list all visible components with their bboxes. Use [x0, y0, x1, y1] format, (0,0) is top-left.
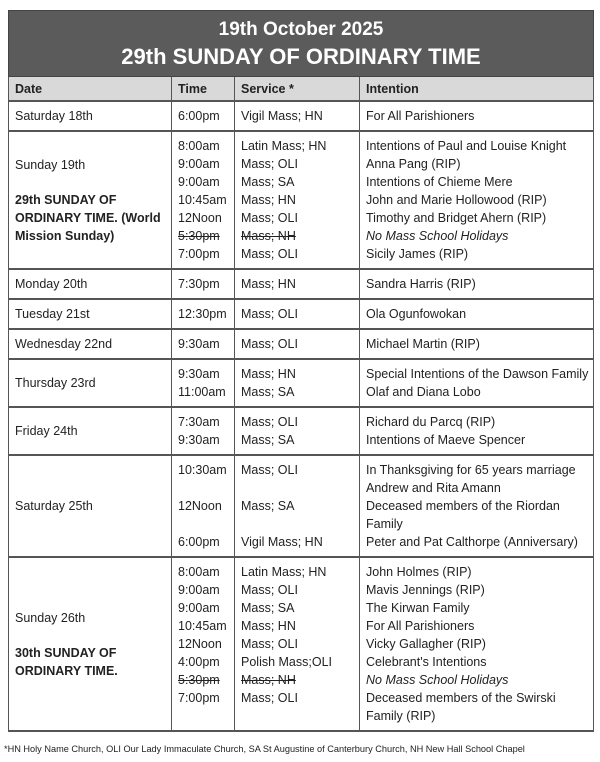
intention-cell: Intentions of Paul and Louise Knight [359, 132, 595, 155]
time-cell: 7:30am [171, 408, 234, 431]
intention-cell: Deceased members of the Riordan Family [359, 497, 595, 533]
service-cell: Mass; OLI [234, 155, 359, 173]
intention-cell: Celebrant's Intentions [359, 653, 595, 671]
intention-cell: No Mass School Holidays [359, 671, 595, 689]
table-row [8, 408, 594, 456]
service-cell: Mass; SA [234, 173, 359, 191]
intention-cell: For All Parishioners [359, 102, 595, 130]
time-cell: 9:30am [171, 330, 234, 358]
intention-cell: No Mass School Holidays [359, 227, 595, 245]
time-cell: 10:45am [171, 617, 234, 635]
date-cell [9, 360, 171, 406]
date-label: Friday 24th [15, 424, 78, 438]
intention-cell: Anna Pang (RIP) [359, 155, 595, 173]
table-row [8, 270, 594, 300]
intention-cell: John Holmes (RIP) [359, 558, 595, 581]
date-subtitle: 29th SUNDAY OF ORDINARY TIME. (World Mission Sunday) [15, 192, 161, 243]
intention-cell: Ola Ogunfowokan [359, 300, 595, 328]
intention-cell: Sicily James (RIP) [359, 245, 595, 268]
service-cell: Mass; OLI [234, 581, 359, 599]
date-label: Monday 20th [15, 277, 88, 291]
service-cell: Vigil Mass; HN [234, 102, 359, 130]
time-cell: 12Noon [171, 497, 234, 533]
date-cell [9, 102, 171, 130]
time-cell: 4:00pm [171, 653, 234, 671]
time-cell: 10:45am [171, 191, 234, 209]
intention-cell: Timothy and Bridget Ahern (RIP) [359, 209, 595, 227]
time-cell: 6:00pm [171, 102, 234, 130]
table-body [8, 102, 594, 732]
intention-cell: Olaf and Diana Lobo [359, 383, 595, 406]
time-cell: 9:30am [171, 360, 234, 383]
table-row [8, 300, 594, 330]
time-cell: 8:00am [171, 132, 234, 155]
time-cell: 8:00am [171, 558, 234, 581]
banner-title: 29th SUNDAY OF ORDINARY TIME [121, 44, 481, 69]
banner-date: 19th October 2025 [218, 19, 384, 40]
intention-cell: Vicky Gallagher (RIP) [359, 635, 595, 653]
date-label: Thursday 23rd [15, 376, 96, 390]
date-cell [9, 300, 171, 328]
service-cell: Mass; NH [234, 227, 359, 245]
intention-cell: John and Marie Hollowood (RIP) [359, 191, 595, 209]
table-row [8, 456, 594, 558]
service-cell: Mass; HN [234, 270, 359, 298]
intention-cell: Peter and Pat Calthorpe (Anniversary) [359, 533, 595, 556]
intention-cell: Michael Martin (RIP) [359, 330, 595, 358]
intention-cell: The Kirwan Family [359, 599, 595, 617]
intention-cell: Intentions of Chieme Mere [359, 173, 595, 191]
time-cell: 12:30pm [171, 300, 234, 328]
time-cell: 7:00pm [171, 245, 234, 268]
intention-cell: Deceased members of the Swirski Family (RIP) [359, 689, 595, 730]
intention-cell: In Thanksgiving for 65 years marriage Andrew and Rita Amann [359, 456, 595, 497]
time-cell: 10:30am [171, 456, 234, 497]
intention-cell: Intentions of Maeve Spencer [359, 431, 595, 454]
service-cell: Mass; OLI [234, 408, 359, 431]
service-cell: Polish Mass;OLI [234, 653, 359, 671]
date-cell [9, 132, 171, 268]
date-cell [9, 408, 171, 454]
intention-cell: For All Parishioners [359, 617, 595, 635]
time-cell: 7:30pm [171, 270, 234, 298]
service-cell: Mass; NH [234, 671, 359, 689]
intention-cell: Special Intentions of the Dawson Family [359, 360, 595, 383]
service-cell: Mass; SA [234, 431, 359, 454]
service-cell: Mass; SA [234, 383, 359, 406]
date-subtitle: 30th SUNDAY OF ORDINARY TIME. [15, 645, 118, 678]
date-label: Saturday 25th [15, 499, 93, 513]
service-cell: Mass; OLI [234, 300, 359, 328]
time-cell: 9:30am [171, 431, 234, 454]
time-cell: 6:00pm [171, 533, 234, 556]
table-row [8, 558, 594, 732]
time-cell: 7:00pm [171, 689, 234, 730]
service-cell: Mass; SA [234, 497, 359, 533]
date-label: Tuesday 21st [15, 307, 90, 321]
time-cell: 9:00am [171, 173, 234, 191]
service-cell: Mass; HN [234, 360, 359, 383]
date-cell [9, 456, 171, 556]
service-cell: Mass; OLI [234, 245, 359, 268]
table-row [8, 132, 594, 270]
intention-cell: Mavis Jennings (RIP) [359, 581, 595, 599]
table-row [8, 330, 594, 360]
date-label: Sunday 19th [15, 157, 86, 172]
date-cell [9, 330, 171, 358]
service-cell: Mass; OLI [234, 209, 359, 227]
time-cell: 5:30pm [171, 671, 234, 689]
service-cell: Latin Mass; HN [234, 558, 359, 581]
service-cell: Latin Mass; HN [234, 132, 359, 155]
mass-schedule [8, 10, 594, 732]
schedule-banner [8, 10, 594, 77]
column-header-service: Service * [234, 77, 359, 100]
service-cell: Vigil Mass; HN [234, 533, 359, 556]
footnote: *HN Holy Name Church, OLI Our Lady Immaculate Church, SA St Augustine of Canterbury Church, NH New Hall School Chapel [4, 744, 525, 754]
time-cell: 12Noon [171, 209, 234, 227]
time-cell: 5:30pm [171, 227, 234, 245]
service-cell: Mass; SA [234, 599, 359, 617]
column-header-time: Time [171, 77, 234, 100]
service-cell: Mass; OLI [234, 456, 359, 497]
service-cell: Mass; OLI [234, 635, 359, 653]
time-cell: 11:00am [171, 383, 234, 406]
service-cell: Mass; OLI [234, 689, 359, 730]
date-label: Saturday 18th [15, 109, 93, 123]
table-row [8, 102, 594, 132]
table-header [8, 77, 594, 102]
date-cell [9, 270, 171, 298]
time-cell: 9:00am [171, 155, 234, 173]
date-cell [9, 558, 171, 730]
service-cell: Mass; HN [234, 617, 359, 635]
date-label: Wednesday 22nd [15, 337, 113, 351]
column-header-intention: Intention [359, 77, 595, 100]
intention-cell: Richard du Parcq (RIP) [359, 408, 595, 431]
service-cell: Mass; OLI [234, 330, 359, 358]
table-row [8, 360, 594, 408]
time-cell: 9:00am [171, 599, 234, 617]
time-cell: 9:00am [171, 581, 234, 599]
time-cell: 12Noon [171, 635, 234, 653]
service-cell: Mass; HN [234, 191, 359, 209]
date-label: Sunday 26th [15, 610, 86, 625]
column-header-date: Date [15, 82, 43, 96]
intention-cell: Sandra Harris (RIP) [359, 270, 595, 298]
